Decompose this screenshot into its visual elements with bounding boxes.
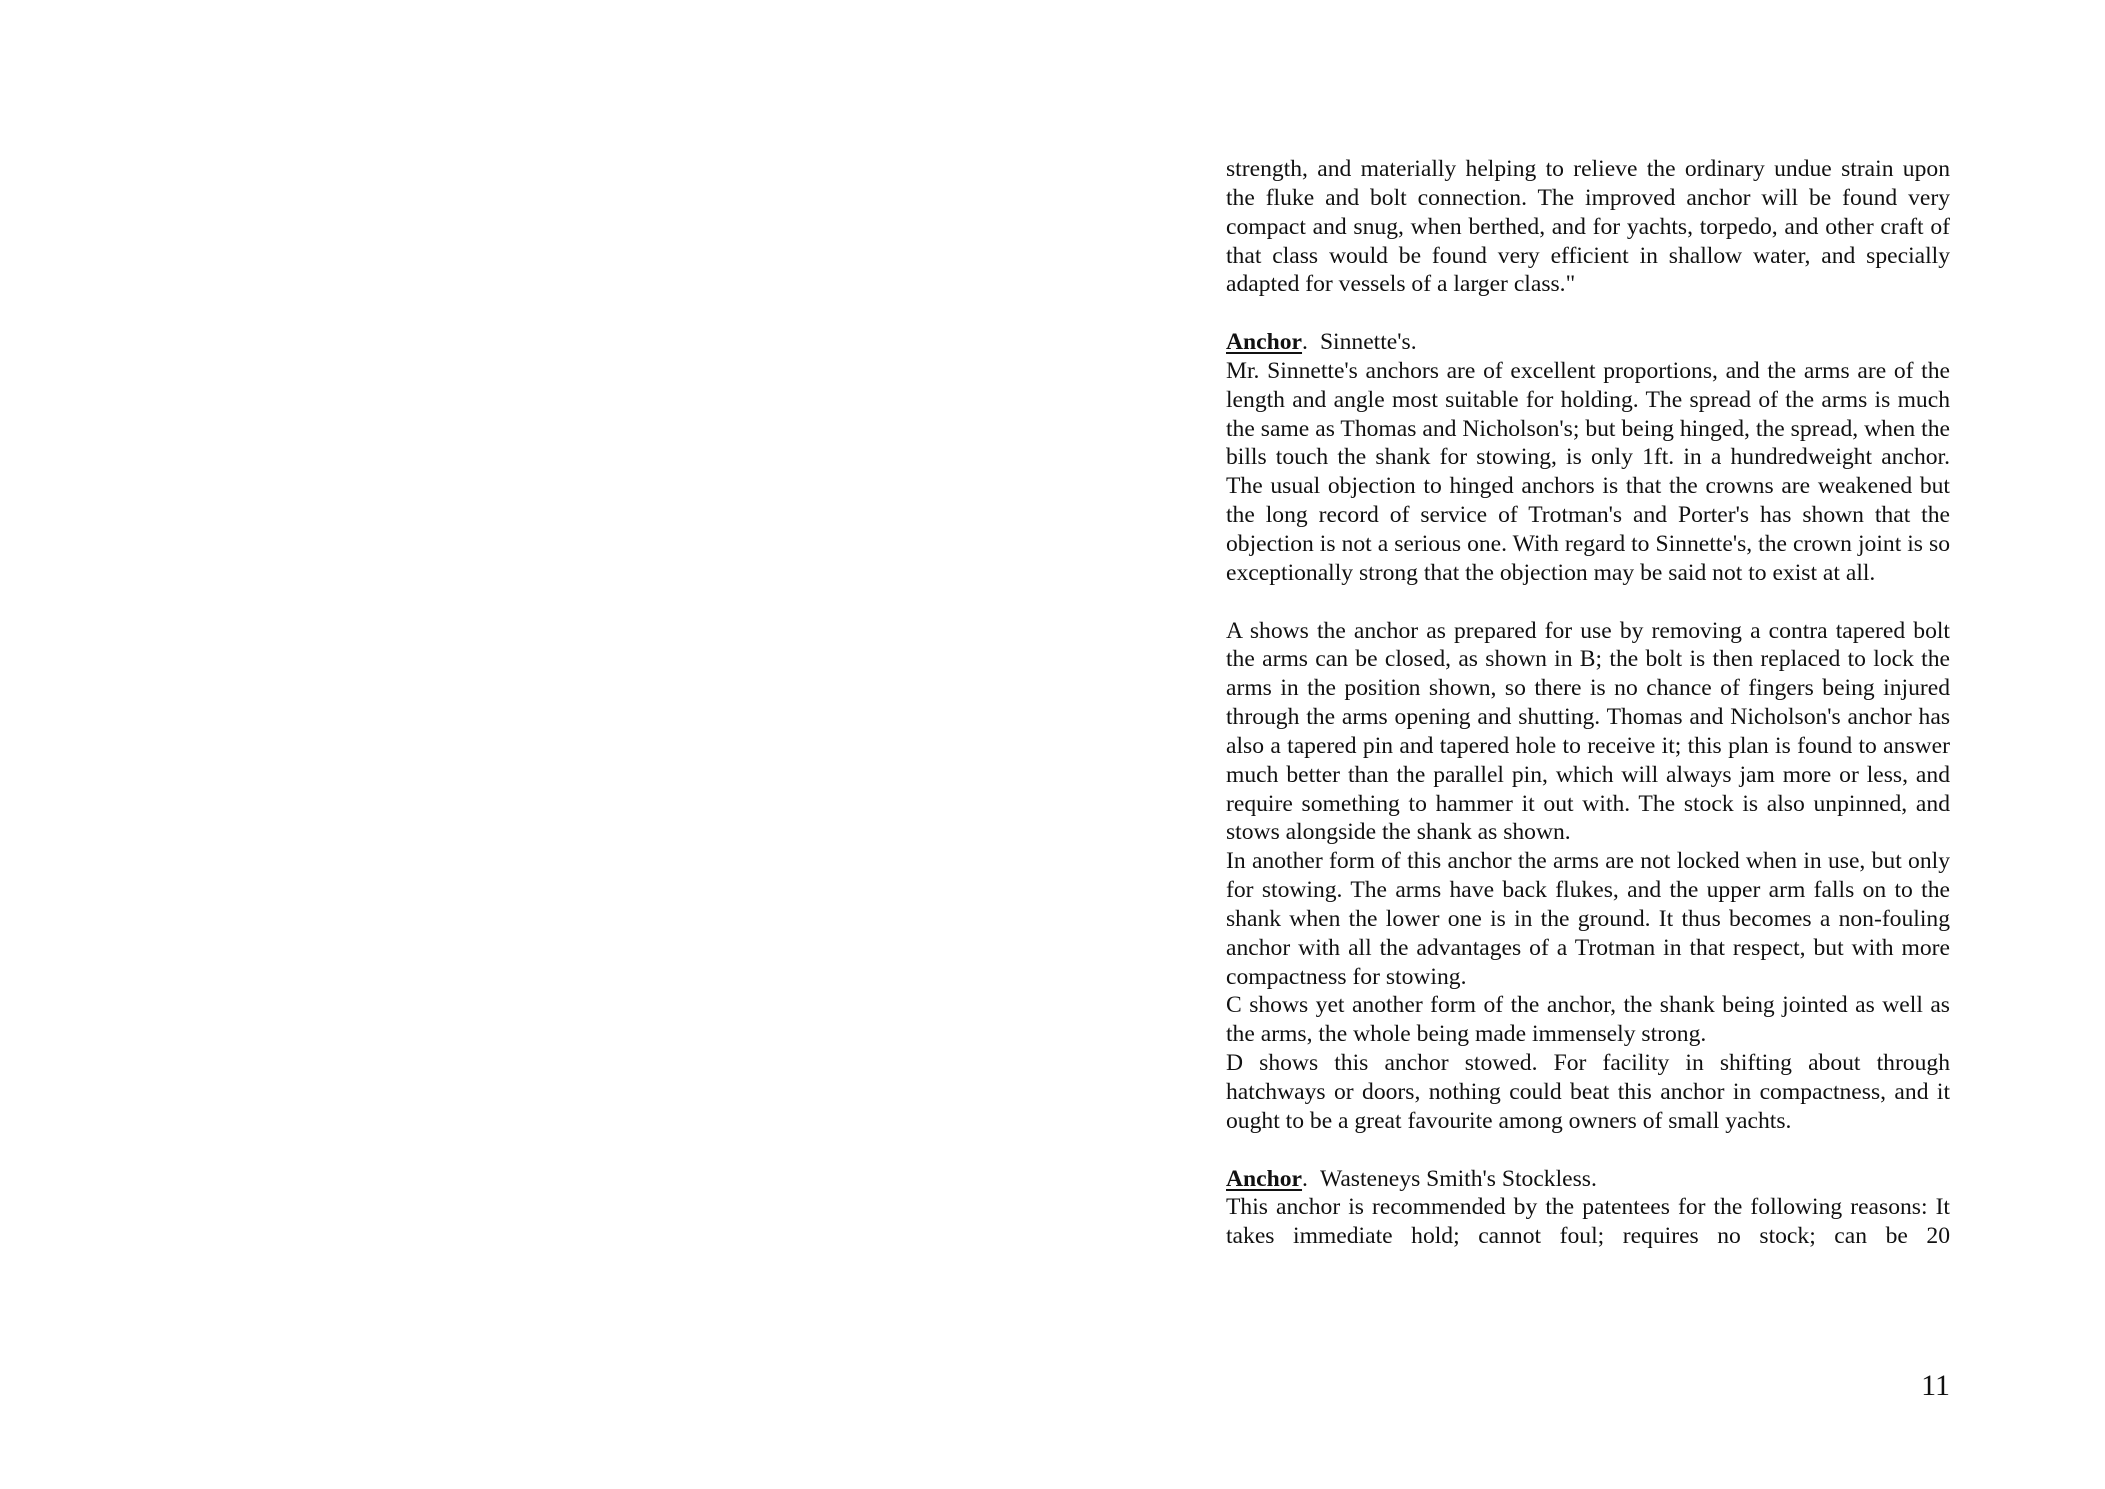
heading-term: Anchor (1226, 329, 1303, 356)
intro-paragraph: strength, and materially helping to relieve the ordinary undue strain upon the fluke and bolt connection. The improved anchor will be found very compact and snug, when berthed, and for yachts, torpedo, and other craft of that class would be found very efficient in shallow water, and specially adapted for vessels of a larger class." (1226, 156, 1950, 298)
heading-punct: . (1302, 1165, 1308, 1192)
heading-term: Anchor (1226, 1165, 1303, 1192)
paragraph-a-shows: A shows the anchor as prepared for use by removing a contra tapered bolt the arms can be closed, as shown in B; the bolt is then replaced to lock the arms in the position shown, so there is no chance of fingers being injured through the arms opening and shutting. Thomas and Nicholson's anchor has also a tapered pin and tapered hole to receive it; this plan is found to answer much better than the parallel pin, which will always jam more or less, and require something to hammer it out with. The stock is also unpinned, and stows alongside the shank as shown. (1226, 617, 1950, 846)
paragraph-gap (1226, 588, 1950, 617)
paragraph-stockless-reasons: This anchor is recommended by the patentees for the following reasons: It takes immediate hold; cannot foul; requires no stock; can be 20 (1226, 1194, 1950, 1250)
paragraph-gap (1226, 299, 1950, 328)
section-heading-wasteneys-smith (1226, 1165, 1950, 1194)
left-page-blank (0, 0, 1052, 1489)
heading-subject: Wasteneys Smith's Stockless. (1319, 1165, 1597, 1192)
body-text-column (1226, 155, 1950, 1251)
heading-subject: Sinnette's. (1319, 329, 1417, 356)
heading-punct: . (1302, 329, 1308, 356)
paragraph-sinnette-proportions: Mr. Sinnette's anchors are of excellent proportions, and the arms are of the length and angle most suitable for holding. The spread of the arms is much the same as Thomas and Nicholson's; but being hinged, the spread, when the bills touch the shank for stowing, is only 1ft. in a hundredweight anchor. The usual objection to hinged anchors is that the crowns are weakened but the long record of service of Trotman's and Porter's has shown that the objection is not a serious one. With regard to Sinnette's, the crown joint is so exceptionally strong that the objection may be said not to exist at all. (1226, 357, 1950, 586)
section-heading-sinnettes (1226, 328, 1950, 357)
paragraph-gap (1226, 1136, 1950, 1165)
paragraph-c-shows: C shows yet another form of the anchor, the shank being jointed as well as the arms, the whole being made immensely strong. (1226, 992, 1950, 1048)
paragraph-d-shows: D shows this anchor stowed. For facility in shifting about through hatchways or doors, nothing could beat this anchor in compactness, and it ought to be a great favourite among owners of small yachts. (1226, 1050, 1950, 1134)
paragraph-another-form: In another form of this anchor the arms are not locked when in use, but only for stowing. The arms have back flukes, and the upper arm falls on to the shank when the lower one is in the ground. It thus becomes a non-fouling anchor with all the advantages of a Trotman in that respect, but with more compactness for stowing. (1226, 848, 1950, 990)
page-number: 11 (1921, 1369, 1950, 1402)
